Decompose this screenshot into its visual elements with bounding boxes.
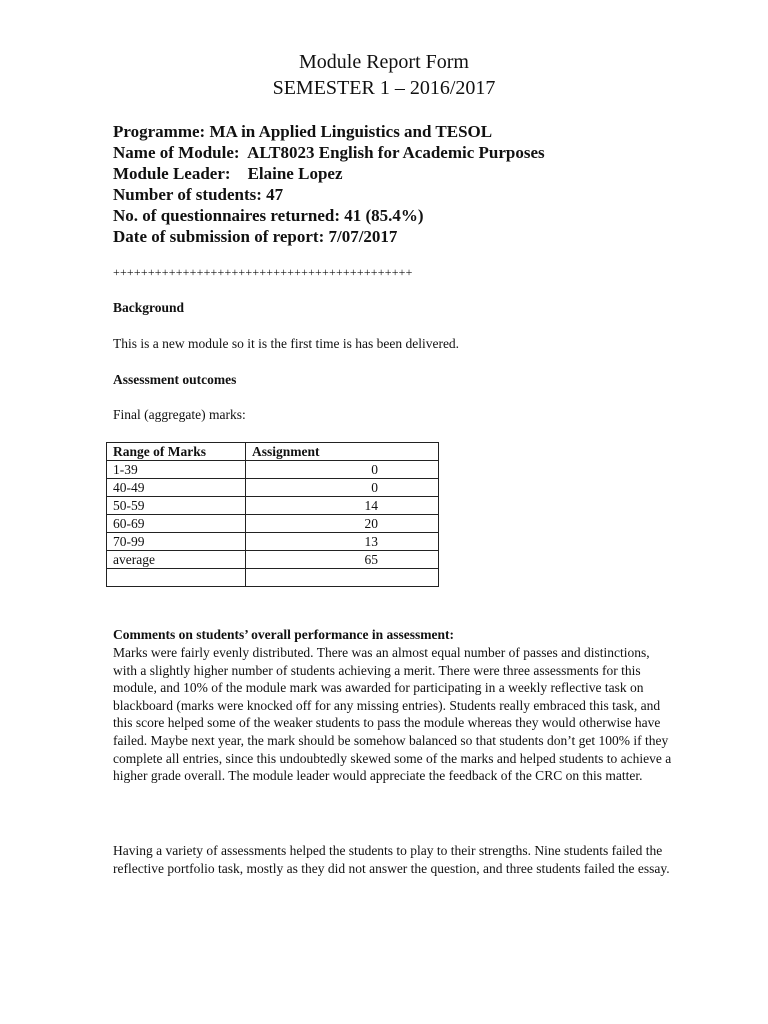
table-row — [107, 461, 439, 479]
background-heading: Background — [113, 300, 185, 315]
range-cell: 1-39 — [107, 461, 246, 479]
background-text: This is a new module so it is the first time is has been delivered. — [113, 336, 460, 351]
table-row — [107, 551, 439, 569]
questionnaires-line: No. of questionnaires returned: 41 (85.4%) — [113, 206, 424, 225]
table-header-assignment: Assignment — [246, 443, 439, 461]
assignment-cell: 0 — [246, 461, 439, 479]
marks-table — [106, 442, 439, 587]
assignment-cell: 14 — [246, 497, 439, 515]
table-header-row — [107, 443, 439, 461]
comments-heading: Comments on students’ overall performance in assessment: — [113, 627, 454, 642]
table-row — [107, 569, 439, 587]
comments-paragraph-2: Having a variety of assessments helped the students to play to their strengths. Nine students failed the reflective portfolio task, mostly as they did not answer the question, and three students failed the essay. — [113, 843, 670, 876]
document-title: Module Report Form — [299, 51, 469, 73]
assignment-cell: 13 — [246, 533, 439, 551]
programme-line: Programme: MA in Applied Linguistics and TESOL — [113, 122, 493, 141]
range-cell: 60-69 — [107, 515, 246, 533]
range-cell: average — [107, 551, 246, 569]
range-cell: 50-59 — [107, 497, 246, 515]
table-row — [107, 497, 439, 515]
table-row — [107, 515, 439, 533]
module-leader-line: Module Leader: Elaine Lopez — [113, 164, 343, 183]
student-count-line: Number of students: 47 — [113, 185, 284, 204]
semester-title: SEMESTER 1 – 2016/2017 — [272, 77, 496, 99]
range-cell: 40-49 — [107, 479, 246, 497]
range-cell: 70-99 — [107, 533, 246, 551]
separator-line: +++++++++++++++++++++++++++++++++++++++++++ — [113, 265, 413, 279]
module-details — [113, 121, 545, 247]
final-marks-label: Final (aggregate) marks: — [113, 407, 246, 422]
table-header-range: Range of Marks — [107, 443, 246, 461]
assessment-heading: Assessment outcomes — [113, 372, 237, 387]
assignment-cell: 65 — [246, 551, 439, 569]
assignment-cell — [246, 569, 439, 587]
table-row — [107, 533, 439, 551]
submission-date-line: Date of submission of report: 7/07/2017 — [113, 227, 398, 246]
assignment-cell: 0 — [246, 479, 439, 497]
range-cell — [107, 569, 246, 587]
table-row — [107, 479, 439, 497]
module-name-line: Name of Module: ALT8023 English for Academic Purposes — [113, 143, 545, 162]
assignment-cell: 20 — [246, 515, 439, 533]
comments-paragraph-1: Marks were fairly evenly distributed. There was an almost equal number of passes and distinctions, with a slightly higher number of students achieving a merit. There were three assessments for this module, and 10% of the module mark was awarded for participating in a weekly reflective task on blackboard (marks were knocked off for any missing entries). Students really embraced this task, and this score helped some of the weaker students to pass the module whereas they would otherwise have failed. Maybe next year, the mark should be somehow balanced so that students don’t get 100% if they complete all entries, since this undoubtedly skewed some of the marks and helped students to achieve a higher grade overall. The module leader would appreciate the feedback of the CRC on this matter. — [113, 645, 672, 784]
